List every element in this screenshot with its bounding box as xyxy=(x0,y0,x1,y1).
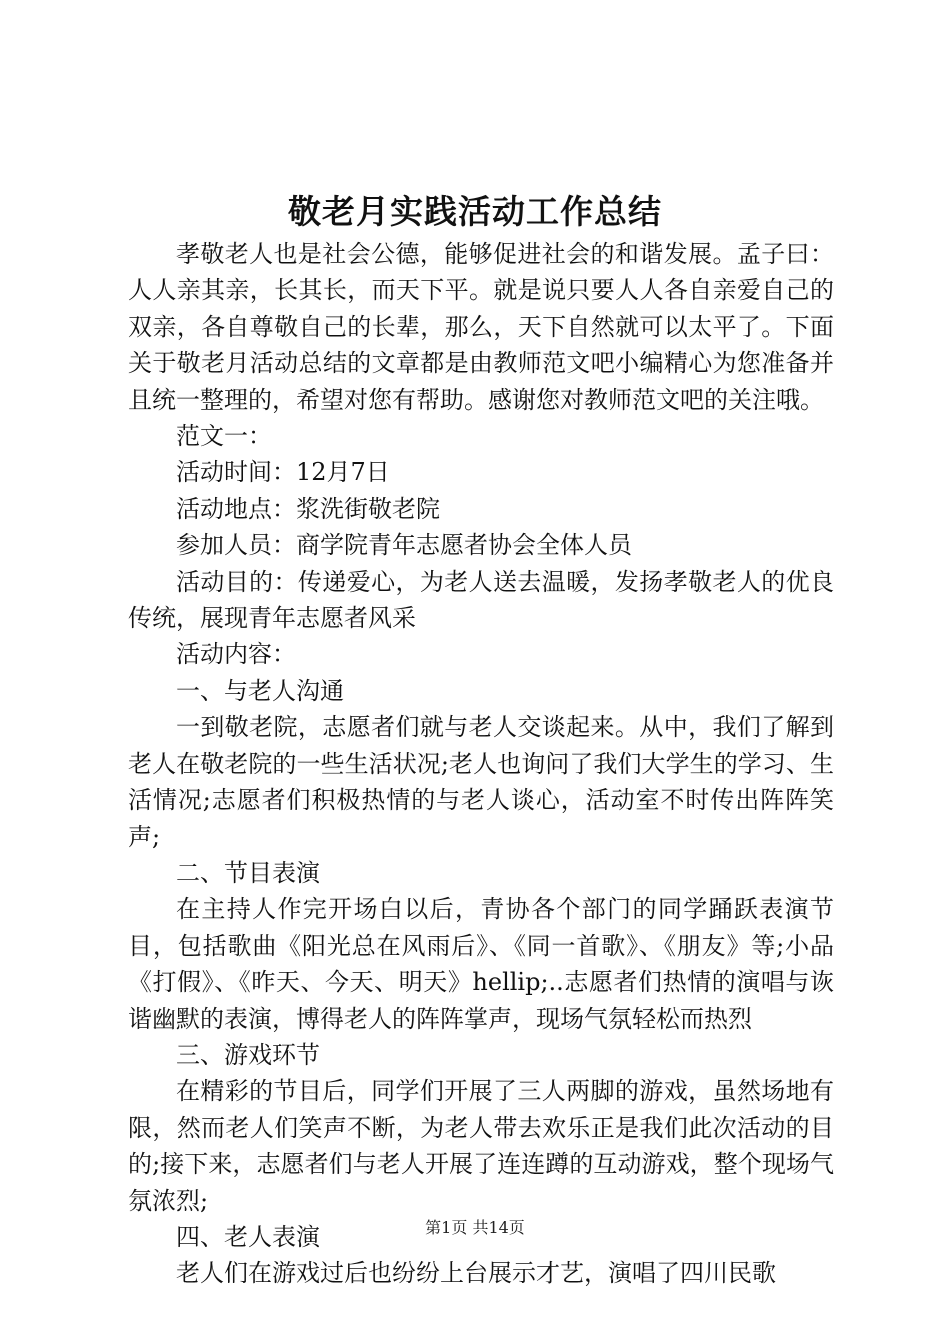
document-body xyxy=(128,236,834,1292)
section-body-1: 一到敬老院，志愿者们就与老人交谈起来。从中，我们了解到老人在敬老院的一些生活状况;老人也询问了我们大学生的学习、生活情况;志愿者们积极热情的与老人谈心，活动室不时传出阵阵笑声; xyxy=(128,713,834,851)
paragraph-activity-content: 活动内容： xyxy=(176,640,296,669)
paragraph-intro: 孝敬老人也是社会公德，能够促进社会的和谐发展。孟子曰：人人亲其亲，长其长，而天下平。就是说只要人人各自亲爱自己的双亲，各自尊敬自己的长辈，那么，天下自然就可以太平了。下面关于敬老月活动总结的文章都是由教师范文吧小编精心为您准备并且统一整理的，希望对您有帮助。感谢您对教师范文吧的关注哦。 xyxy=(128,240,834,414)
section-heading-3: 三、游戏环节 xyxy=(176,1040,320,1069)
section-body-4: 老人们在游戏过后也纷纷上台展示才艺，演唱了四川民歌 xyxy=(176,1259,776,1288)
paragraph-sample-heading: 范文一： xyxy=(176,422,272,451)
section-heading-1: 一、与老人沟通 xyxy=(176,676,344,705)
page-number-footer: 第1页 共14页 xyxy=(425,1218,525,1237)
document-title: 敬老月实践活动工作总结 xyxy=(288,192,662,231)
paragraph-participants: 参加人员：商学院青年志愿者协会全体人员 xyxy=(176,531,632,560)
paragraph-activity-location: 活动地点：浆洗街敬老院 xyxy=(176,494,440,523)
section-body-3: 在精彩的节目后，同学们开展了三人两脚的游戏，虽然场地有限，然而老人们笑声不断，为老人带去欢乐正是我们此次活动的目的;接下来，志愿者们与老人开展了连连蹲的互动游戏，整个现场气氛浓烈; xyxy=(128,1077,834,1215)
paragraph-activity-purpose: 活动目的：传递爱心，为老人送去温暖，发扬孝敬老人的优良传统，展现青年志愿者风采 xyxy=(128,567,834,633)
section-heading-4: 四、老人表演 xyxy=(176,1222,320,1251)
section-heading-2: 二、节目表演 xyxy=(176,858,320,887)
paragraph-activity-time: 活动时间：12月7日 xyxy=(176,458,390,487)
section-body-2: 在主持人作完开场白以后，青协各个部门的同学踊跃表演节目，包括歌曲《阳光总在风雨后》、《同一首歌》、《朋友》等;小品《打假》、《昨天、今天、明天》hellip;..志愿者们热情的演唱与诙谐幽默的表演，博得老人的阵阵掌声，现场气氛轻松而热烈 xyxy=(128,895,834,1033)
